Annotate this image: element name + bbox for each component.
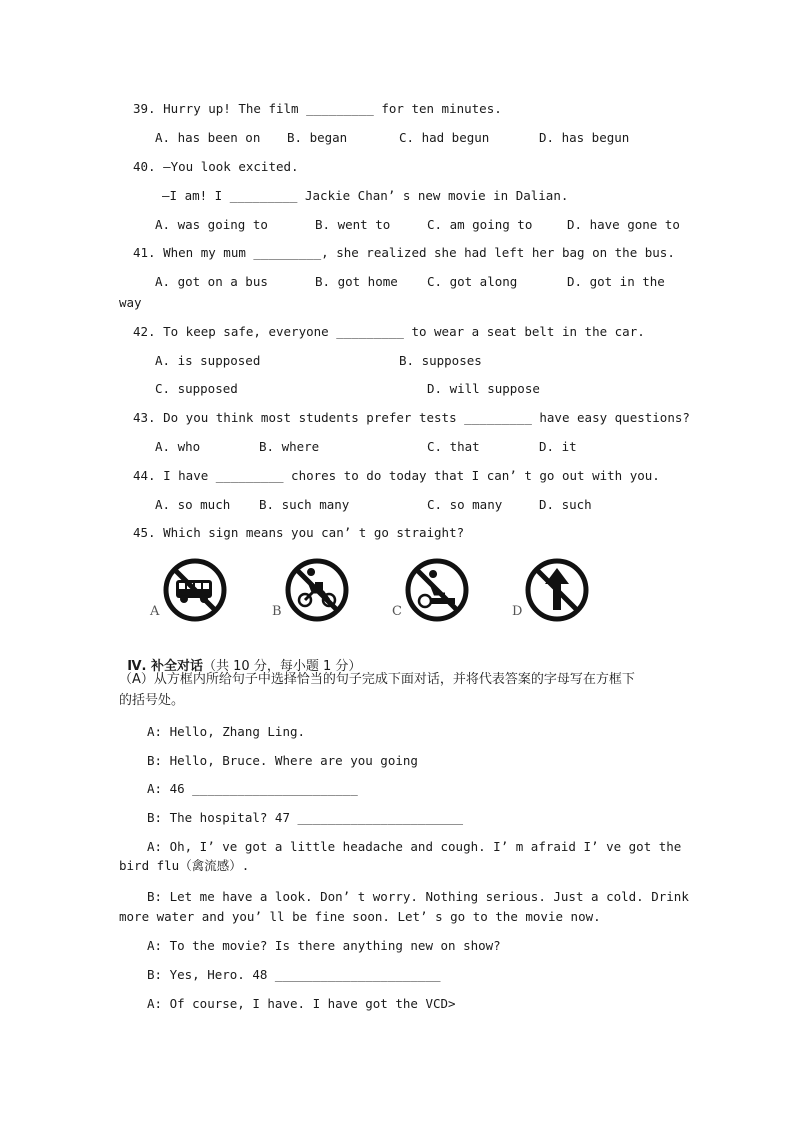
dialogue-line: A: Oh, I’ ve got a little headache and cough. I’ m afraid I’ ve got the: [147, 839, 682, 854]
sign-label-c: C: [392, 604, 402, 619]
sign-label-d: D: [512, 604, 523, 619]
dialogue-line: B: Let me have a look. Don’ t worry. Nothing serious. Just a cold. Drink: [147, 889, 689, 904]
question-41-option-d[interactable]: D. got in the: [567, 274, 665, 289]
question-42-option-d[interactable]: D. will suppose: [427, 381, 540, 396]
question-42-option-c[interactable]: C. supposed: [155, 381, 238, 396]
question-39-stem: 39. Hurry up! The film _________ for ten minutes.: [133, 101, 502, 116]
dialogue-line: more water and you’ ll be fine soon. Let’ s go to the movie now.: [119, 909, 601, 924]
question-39-option-d[interactable]: D. has begun: [539, 130, 630, 145]
sign-label-a: A: [150, 604, 160, 619]
dialogue-line: B: Hello, Bruce. Where are you going: [147, 753, 418, 768]
question-42-stem: 42. To keep safe, everyone _________ to wear a seat belt in the car.: [133, 324, 645, 339]
dialogue-line-blank-48[interactable]: B: Yes, Hero. 48 ______________________: [147, 967, 441, 982]
question-41-option-c[interactable]: C. got along: [427, 274, 518, 289]
no-bus-icon[interactable]: [163, 558, 227, 622]
question-40-option-d[interactable]: D. have gone to: [567, 217, 680, 232]
sign-label-b: B: [272, 604, 282, 619]
dialogue-line: A: Hello, Zhang Ling.: [147, 724, 306, 739]
question-39-option-a[interactable]: A. has been on: [155, 130, 261, 145]
question-39-option-c[interactable]: C. had begun: [399, 130, 490, 145]
question-40-option-b[interactable]: B. went to: [315, 217, 391, 232]
question-41-option-d-continued: way: [119, 295, 142, 310]
question-41-stem: 41. When my mum _________, she realized she had left her bag on the bus.: [133, 245, 675, 260]
question-43-option-a[interactable]: A. who: [155, 439, 201, 454]
dialogue-line: A: Of course, I have. I have got the VCD>: [147, 996, 456, 1011]
no-tricycle-icon[interactable]: [285, 558, 349, 622]
question-44-option-c[interactable]: C. so many: [427, 497, 503, 512]
no-straight-icon[interactable]: [525, 558, 589, 622]
question-42-option-a[interactable]: A. is supposed: [155, 353, 261, 368]
question-44-option-b[interactable]: B. such many: [259, 497, 350, 512]
question-43-stem: 43. Do you think most students prefer tests _________ have easy questions?: [133, 410, 690, 425]
section-heading: [119, 643, 361, 675]
question-44-option-d[interactable]: D. such: [539, 497, 592, 512]
question-40-option-c[interactable]: C. am going to: [427, 217, 533, 232]
question-40-option-a[interactable]: A. was going to: [155, 217, 268, 232]
section-heading-title: Ⅳ. 补全对话: [127, 659, 204, 674]
question-44-stem: 44. I have _________ chores to do today that I can’ t go out with you.: [133, 468, 660, 483]
dialogue-line-blank-46[interactable]: A: 46 ______________________: [147, 781, 358, 796]
question-44-option-a[interactable]: A. so much: [155, 497, 231, 512]
question-43-option-d[interactable]: D. it: [539, 439, 577, 454]
question-40-line2: —I am! I _________ Jackie Chan’ s new movie in Dalian.: [162, 188, 569, 203]
question-39-option-b[interactable]: B. began: [287, 130, 348, 145]
section-heading-points: （共 10 分，每小题 1 分）: [203, 659, 362, 674]
question-42-option-b[interactable]: B. supposes: [399, 353, 482, 368]
dialogue-line-blank-47[interactable]: B: The hospital? 47 ______________________: [147, 810, 464, 825]
question-45-stem: 45. Which sign means you can’ t go straight?: [133, 525, 465, 540]
question-41-option-b[interactable]: B. got home: [315, 274, 398, 289]
section-instruction-line1: （A）从方框内所给句子中选择恰当的句子完成下面对话，并将代表答案的字母写在方框下: [119, 672, 635, 687]
section-instruction-line2: 的括号处。: [119, 693, 185, 708]
question-43-option-b[interactable]: B. where: [259, 439, 320, 454]
question-41-option-a[interactable]: A. got on a bus: [155, 274, 268, 289]
no-motorcycle-icon[interactable]: [405, 558, 469, 622]
dialogue-line: bird flu（禽流感）.: [119, 858, 250, 873]
question-40-stem: 40. —You look excited.: [133, 159, 299, 174]
question-43-option-c[interactable]: C. that: [427, 439, 480, 454]
dialogue-line: A: To the movie? Is there anything new on show?: [147, 938, 501, 953]
